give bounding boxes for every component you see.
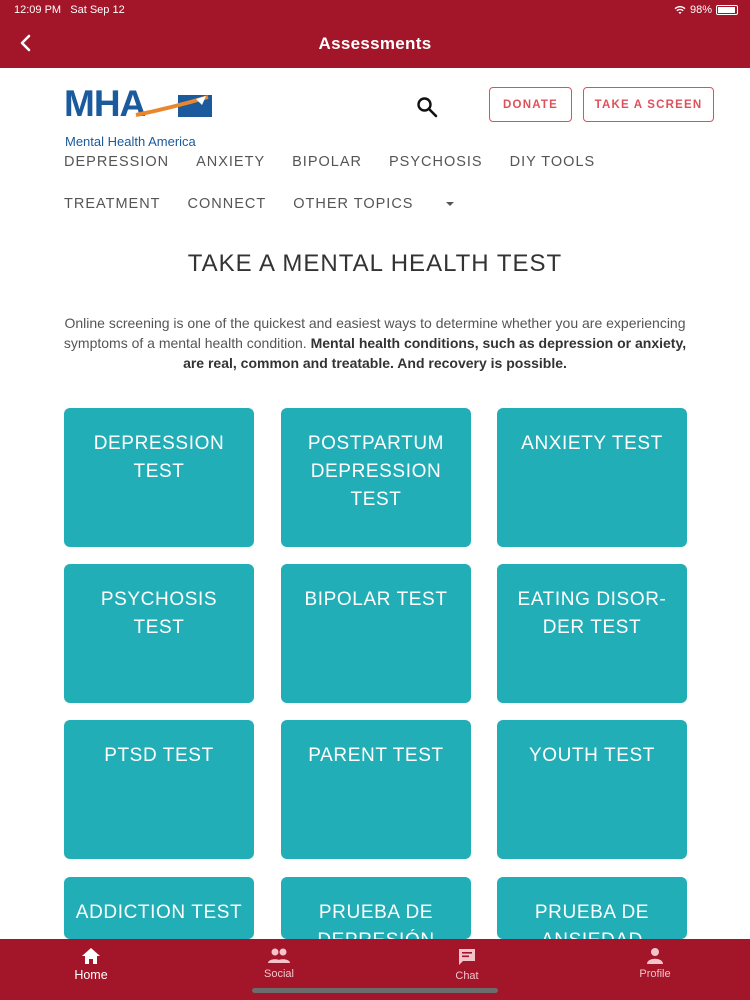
app-top-bar xyxy=(0,0,750,68)
nav-item-psychosis[interactable]: PSYCHOSIS xyxy=(389,154,483,170)
status-date: Sat Sep 12 xyxy=(70,4,125,16)
tile-ptsd-test[interactable]: PTSD TEST xyxy=(64,720,254,859)
mha-logo[interactable] xyxy=(64,83,214,149)
tile-postpartum-depression-test[interactable]: POSTPARTUM DEPRESSION TEST xyxy=(281,408,471,547)
intro-paragraph xyxy=(54,313,696,373)
status-bar xyxy=(0,0,750,22)
people-icon xyxy=(268,947,290,965)
take-a-screen-button[interactable]: TAKE A SCREEN xyxy=(583,87,714,122)
tile-youth-test[interactable]: YOUTH TEST xyxy=(497,720,687,859)
tile-parent-test[interactable]: PARENT TEST xyxy=(281,720,471,859)
tile-prueba-de-depresion[interactable]: PRUEBA DE xyxy=(281,877,471,939)
nav-item-other-topics-label: OTHER TOPICS xyxy=(293,196,414,212)
intro-plain-text: Online screening is one of the quickest and easiest ways to determine whether you are experiencing symptoms of a mental health condition. xyxy=(63,315,686,351)
site-header xyxy=(0,68,750,148)
home-icon xyxy=(81,947,101,965)
tile-anxiety-test[interactable]: ANXIETY TEST xyxy=(497,408,687,547)
nav-item-treatment[interactable]: TREATMENT xyxy=(64,196,161,212)
tile-psychosis-test[interactable]: PSYCHOSIS TEST xyxy=(64,564,254,703)
chat-icon xyxy=(457,947,477,967)
tile-bipolar-test[interactable]: BIPOLAR TEST xyxy=(281,564,471,703)
nav-item-depression[interactable]: DEPRESSION xyxy=(64,154,170,170)
battery-percent: 98% xyxy=(689,4,712,16)
tile-eating-disorder-test[interactable]: EATING DISOR-DER TEST xyxy=(497,564,687,703)
logo-mark: MHA xyxy=(64,83,146,124)
tile-prueba-de-ansiedad[interactable]: PRUEBA DE xyxy=(497,877,687,939)
tile-addiction-test[interactable]: ADDICTION TEST xyxy=(64,877,254,939)
intro-bold-text: Mental health conditions, such as depression or anxiety, are real, common and treatable. And recovery is possible. xyxy=(183,335,687,371)
nav-item-diy-tools[interactable]: DIY TOOLS xyxy=(509,154,596,170)
app-bar-title: Assessments xyxy=(318,34,432,53)
tab-home-label: Home xyxy=(74,968,108,982)
tab-home[interactable] xyxy=(41,939,141,1000)
logo-text: Mental Health America xyxy=(65,134,196,149)
nav-item-anxiety[interactable]: ANXIETY xyxy=(196,154,266,170)
battery-icon xyxy=(716,5,738,15)
logo-swoosh-icon xyxy=(136,93,214,119)
home-indicator xyxy=(252,988,498,993)
tile-depression-test[interactable]: DEPRESSION TEST xyxy=(64,408,254,547)
tab-social-label: Social xyxy=(264,968,294,980)
search-icon[interactable] xyxy=(416,96,438,118)
nav-item-bipolar[interactable]: BIPOLAR xyxy=(292,154,362,170)
caret-down-icon xyxy=(446,202,454,206)
person-icon xyxy=(646,947,664,965)
status-time: 12:09 PM xyxy=(14,4,62,16)
tab-profile[interactable] xyxy=(605,939,705,1000)
tab-profile-label: Profile xyxy=(639,968,671,980)
nav-row-secondary xyxy=(64,196,481,212)
wifi-icon xyxy=(674,5,686,15)
tab-chat-label: Chat xyxy=(455,970,479,982)
nav-item-other-topics[interactable] xyxy=(293,196,454,212)
donate-button[interactable]: DONATE xyxy=(489,87,572,122)
page-title: TAKE A MENTAL HEALTH TEST xyxy=(187,250,563,277)
nav-row-primary xyxy=(64,154,622,170)
nav-item-connect[interactable]: CONNECT xyxy=(187,196,267,212)
